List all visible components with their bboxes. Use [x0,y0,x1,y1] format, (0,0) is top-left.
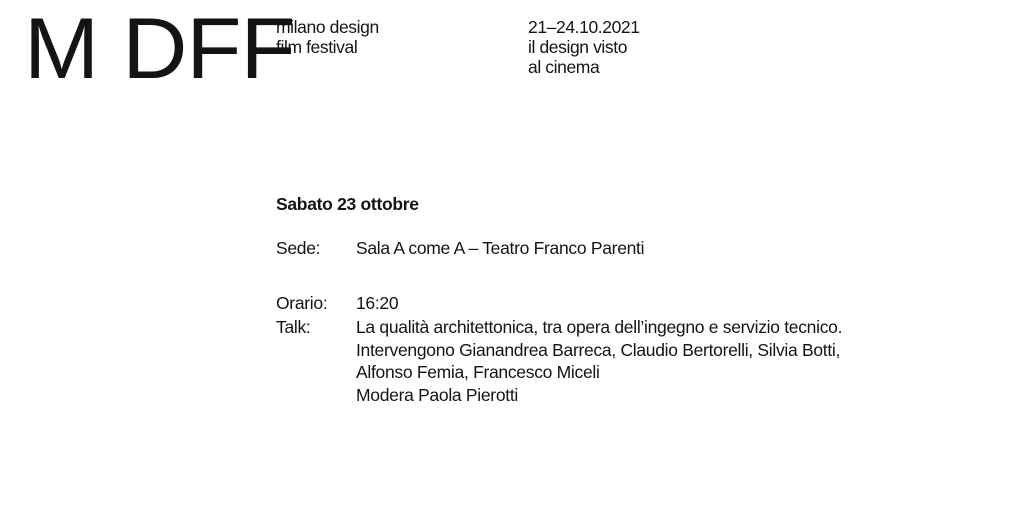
time-row [276,292,398,315]
festival-dates-line-1: 21–24.10.2021 [528,17,640,37]
festival-dates [528,17,640,77]
time-label: Orario: [276,293,328,313]
event-schedule [276,193,843,405]
talk-moderator: Modera Paola Pierotti [356,384,518,405]
festival-name [276,17,379,57]
venue-row [276,237,644,260]
venue-label: Sede: [276,238,321,258]
festival-tagline-line-1: il design visto [528,37,628,57]
festival-name-line-1: milano design [276,17,379,37]
festival-name-line-2: film festival [276,37,358,57]
talk-details [356,316,842,406]
talk-speakers-line-1: Intervengono Gianandrea Barreca, Claudio Bertorelli, Silvia Botti, [356,339,841,360]
event-date: Sabato 23 ottobre [276,194,419,214]
talk-label: Talk: [276,317,311,337]
time-value: 16:20 [356,293,399,313]
festival-tagline-line-2: al cinema [528,57,600,77]
talk-row [276,316,842,406]
talk-title: La qualità architettonica, tra opera dell’ingegno e servizio tecnico. [356,317,843,337]
venue-value: Sala A come A – Teatro Franco Parenti [356,238,645,258]
talk-speakers-line-2: Alfonso Femia, Francesco Miceli [356,362,600,382]
festival-logo: M DFF [24,1,295,97]
